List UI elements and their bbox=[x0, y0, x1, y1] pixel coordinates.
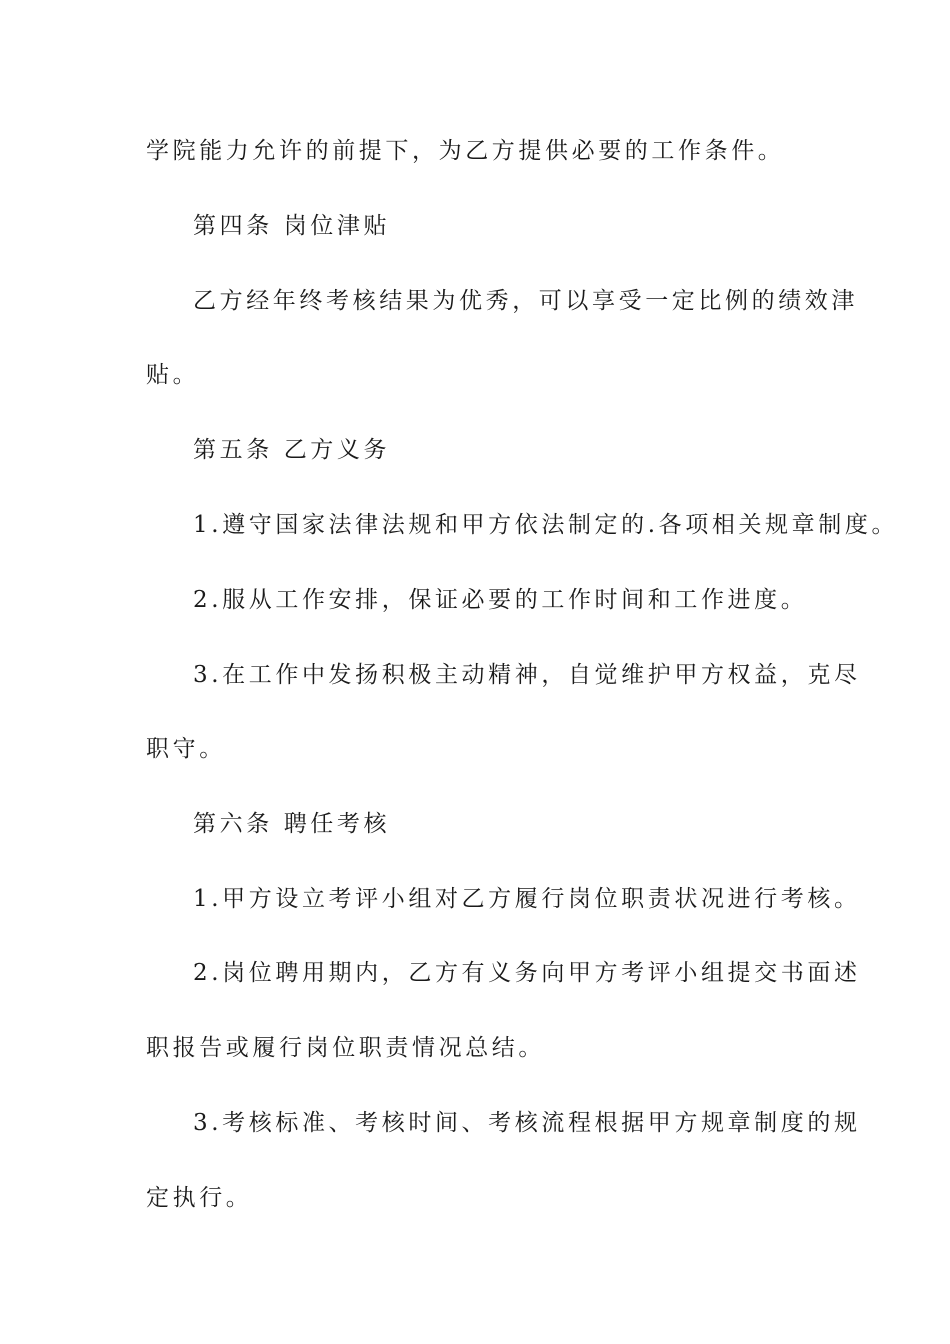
section-heading: 第六条 聘任考核 bbox=[193, 811, 391, 837]
paragraph-line: 职报告或履行岗位职责情况总结。 bbox=[146, 1035, 545, 1061]
paragraph-line: 贴。 bbox=[146, 362, 200, 388]
list-item: 1.甲方设立考评小组对乙方履行岗位职责状况进行考核。 bbox=[193, 886, 861, 912]
list-item: 2.岗位聘用期内，乙方有义务向甲方考评小组提交书面述 bbox=[193, 960, 861, 986]
paragraph-line: 学院能力允许的前提下，为乙方提供必要的工作条件。 bbox=[146, 138, 785, 164]
list-item: 1.遵守国家法律法规和甲方依法制定的.各项相关规章制度。 bbox=[193, 512, 899, 538]
paragraph-line: 乙方经年终考核结果为优秀，可以享受一定比例的绩效津 bbox=[193, 288, 858, 314]
section-heading: 第四条 岗位津贴 bbox=[193, 213, 391, 239]
section-heading: 第五条 乙方义务 bbox=[193, 437, 391, 463]
list-item: 2.服从工作安排，保证必要的工作时间和工作进度。 bbox=[193, 587, 808, 613]
paragraph-line: 定执行。 bbox=[146, 1185, 253, 1211]
list-item: 3.考核标准、考核时间、考核流程根据甲方规章制度的规 bbox=[193, 1110, 861, 1136]
paragraph-line: 职守。 bbox=[146, 736, 226, 762]
list-item: 3.在工作中发扬积极主动精神，自觉维护甲方权益，克尽 bbox=[193, 662, 861, 688]
